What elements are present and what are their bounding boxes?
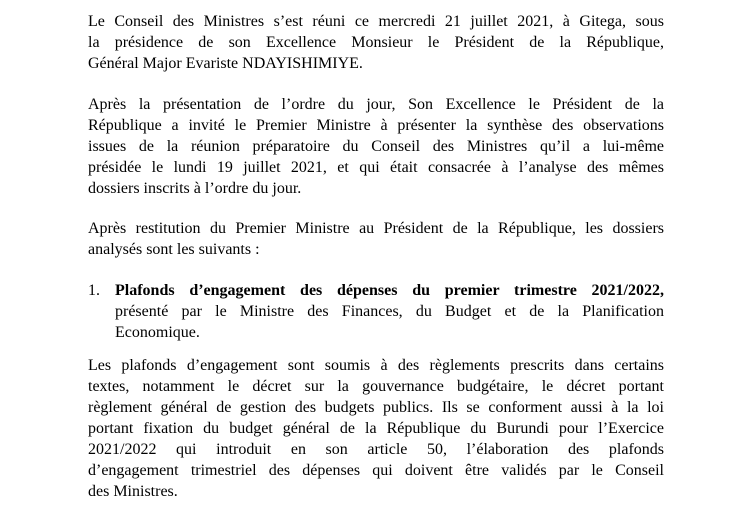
text-line: République a invité le Premier Ministre à présenter la synthèse des observations xyxy=(88,117,664,134)
text-line: 2021/2022 qui introduit en son article 50, l’élaboration des plafonds xyxy=(88,441,664,458)
text-line: des Ministres. xyxy=(88,483,178,500)
text-line: Le Conseil des Ministres s’est réuni ce mercredi 21 juillet 2021, à Gitega, sous xyxy=(88,13,664,30)
text-line: la présidence de son Excellence Monsieur le Président de la République, xyxy=(88,34,664,51)
text-line: d’engagement trimestriel des dépenses qui doivent être validés par le Conseil xyxy=(88,462,664,479)
text-line: présidée le lundi 19 juillet 2021, et qui était consacrée à l’analyse des mêmes xyxy=(88,159,664,176)
paragraph-plafonds xyxy=(88,355,664,502)
text-line: Général Major Evariste NDAYISHIMIYE. xyxy=(88,55,363,72)
text-line: présenté par le Ministre des Finances, du Budget et de la Planification xyxy=(115,303,664,320)
paragraph-meeting-intro xyxy=(88,11,664,74)
text-line: règlement général de gestion des budgets publics. Ils se conforment aussi à la loi xyxy=(88,399,664,416)
text-line: portant fixation du budget général de la République du Burundi pour l’Exercice xyxy=(88,420,664,437)
text-line: Economique. xyxy=(115,324,200,341)
list-item-title: Plafonds d’engagement des dépenses du premier trimestre 2021/2022, xyxy=(115,282,664,299)
paragraph-agenda xyxy=(88,94,664,199)
list-item-body xyxy=(115,280,664,343)
text-line: issues de la réunion préparatoire du Conseil des Ministres qu’il a lui-même xyxy=(88,138,664,155)
list-item-number: 1. xyxy=(88,282,100,299)
paragraph-dossiers-intro xyxy=(88,218,664,260)
text-line: Après restitution du Premier Ministre au Président de la République, les dossiers xyxy=(88,220,664,237)
text-line: Les plafonds d’engagement sont soumis à des règlements prescrits dans certains xyxy=(88,357,664,374)
text-line: analysés sont les suivants : xyxy=(88,241,260,258)
text-line: textes, notamment le décret sur la gouvernance budgétaire, le décret portant xyxy=(88,378,664,395)
text-line: dossiers inscrits à l’ordre du jour. xyxy=(88,180,302,197)
text-line: Après la présentation de l’ordre du jour, Son Excellence le Président de la xyxy=(88,96,664,113)
